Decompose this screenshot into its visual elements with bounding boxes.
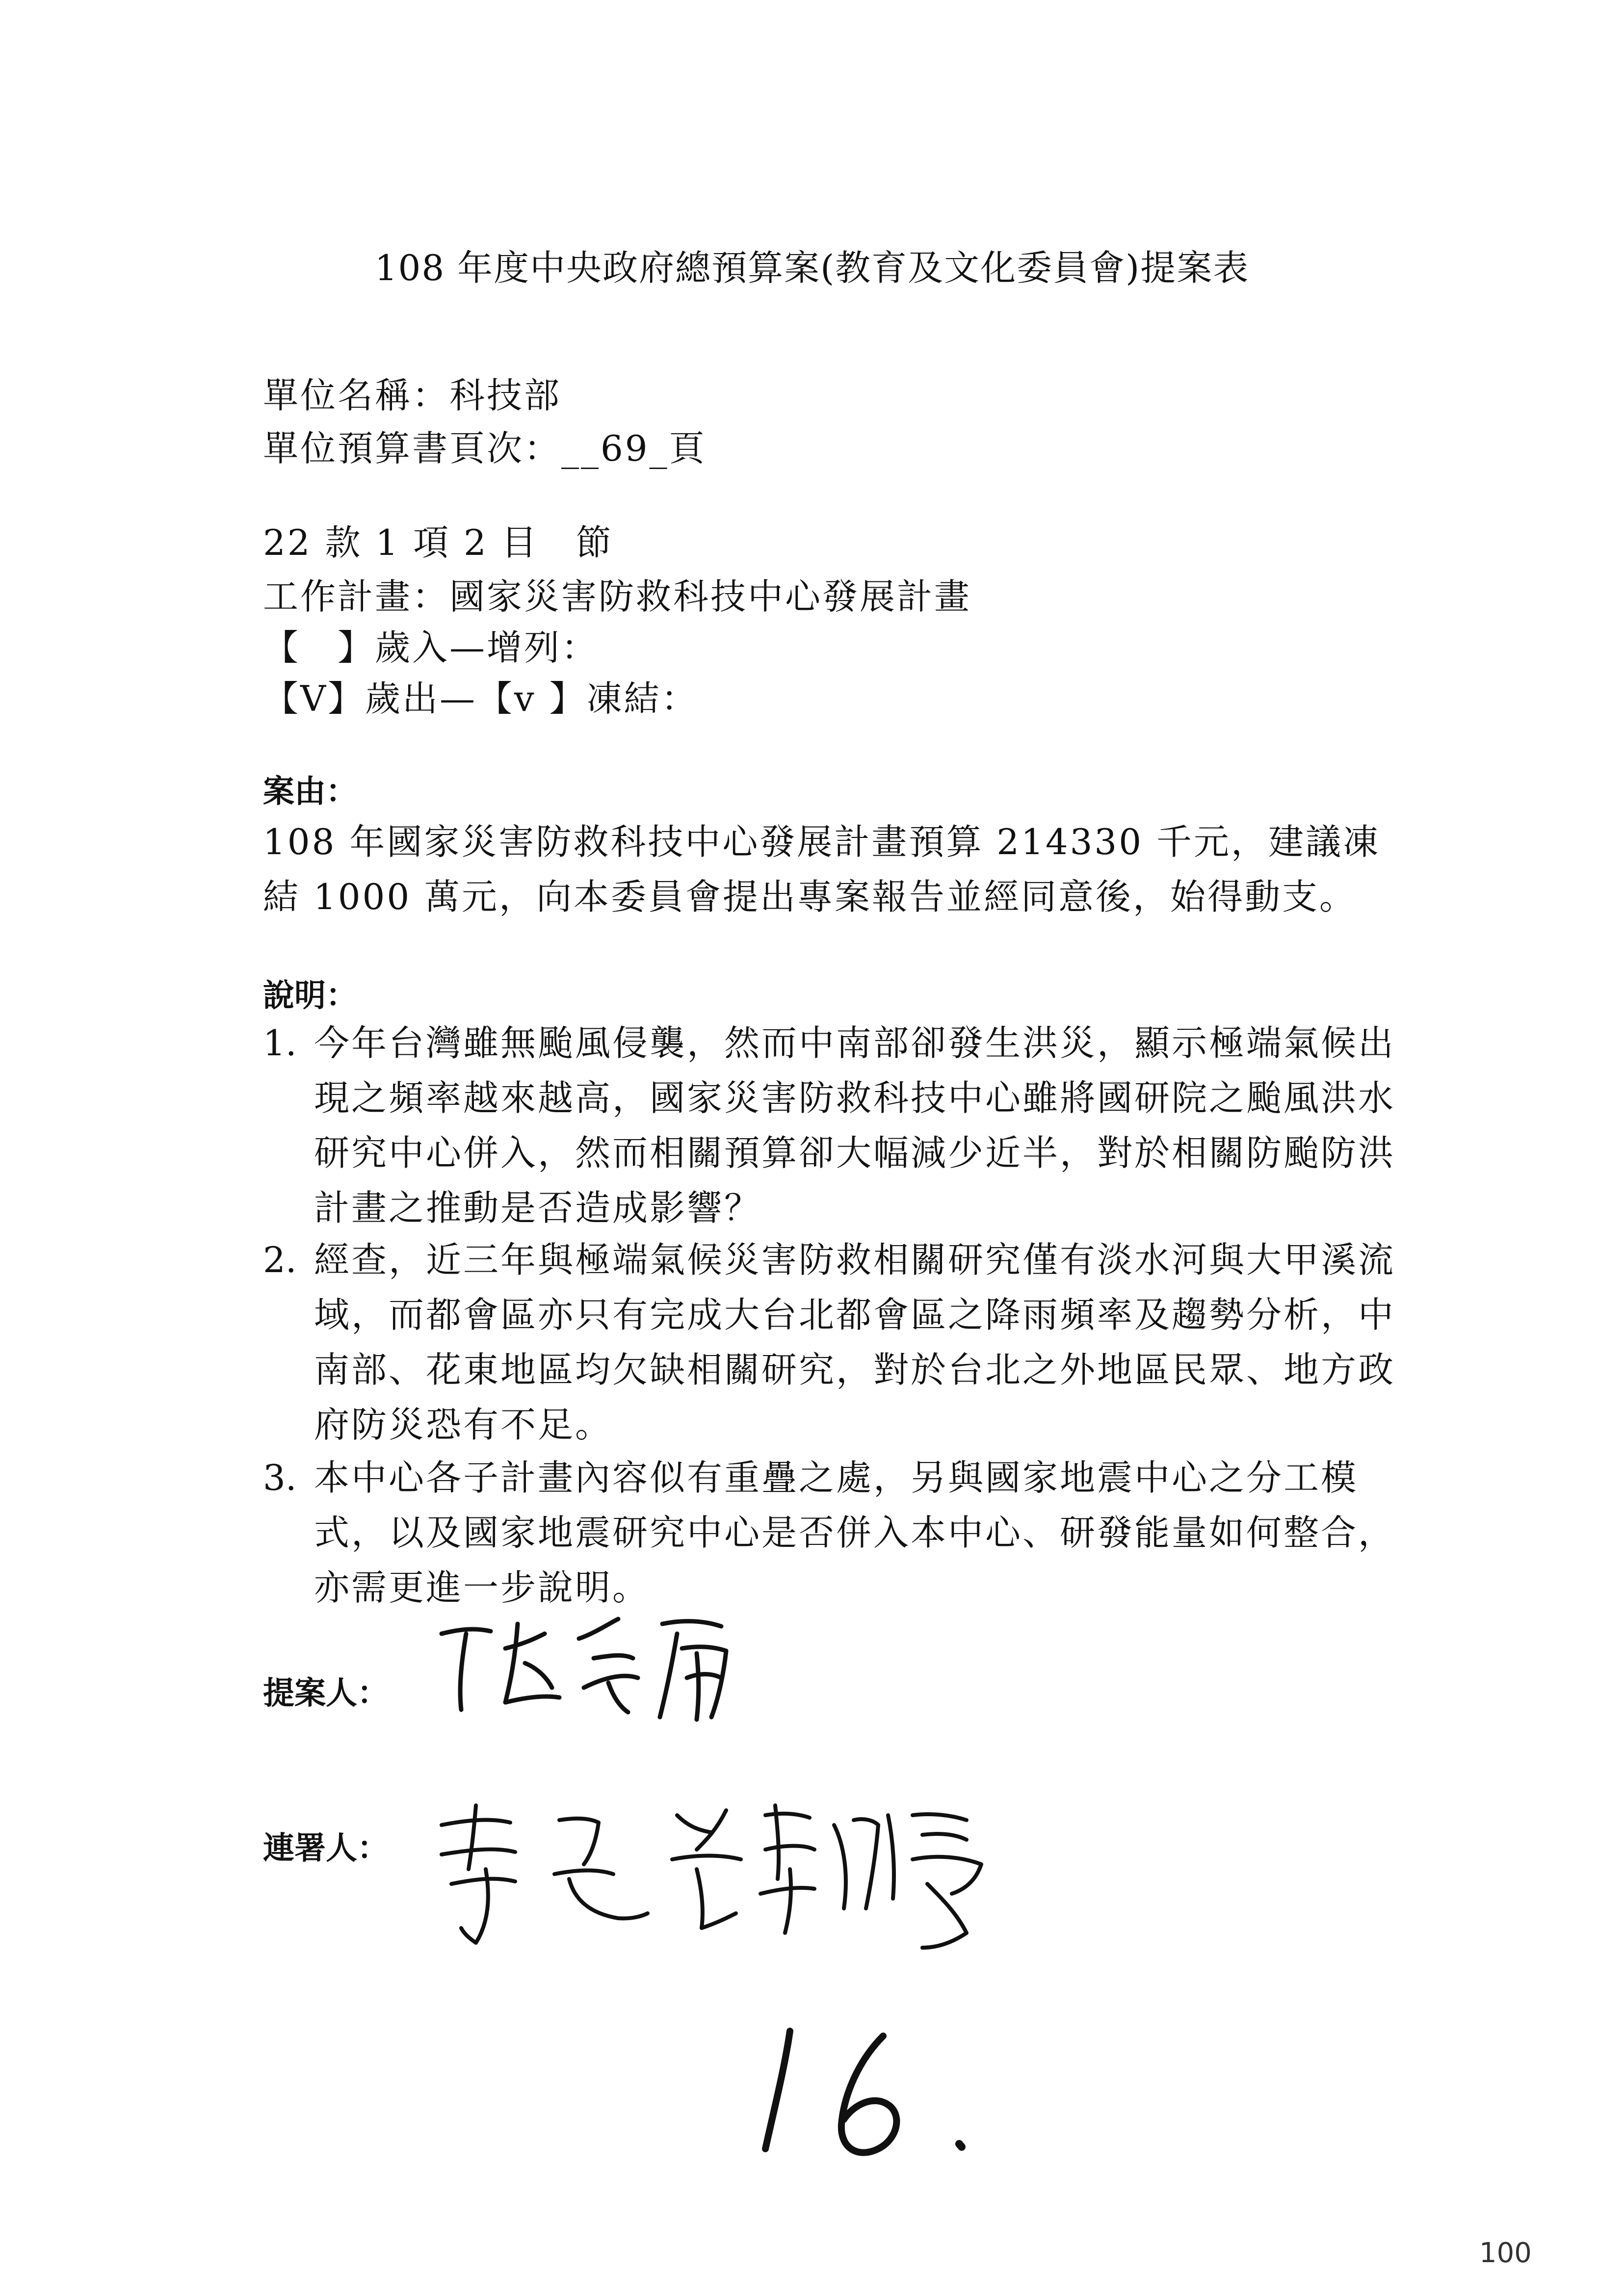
cosigner-signatures xyxy=(422,1796,1030,1953)
explanation-heading: 說明： xyxy=(263,978,357,1014)
cosigner-label: 連署人： xyxy=(263,1830,389,1867)
list-item-number: 1. xyxy=(263,1022,297,1064)
reason-text: 108 年國家災害防救科技中心發展計畫預算 214330 千元，建議凍結 1000 萬元，向本委員會提出專案報告並經同意後，始得動支。 xyxy=(263,821,1380,917)
handwritten-number xyxy=(736,2021,1011,2168)
reason-heading: 案由： xyxy=(263,774,357,810)
list-item-number: 3. xyxy=(263,1457,297,1498)
work-plan: 工作計畫：國家災害防救科技中心發展計畫 xyxy=(263,576,972,617)
list-item-number: 2. xyxy=(263,1239,297,1280)
form-title: 108 年度中央政府總預算案(教育及文化委員會)提案表 xyxy=(374,247,1250,288)
budget-section: 22 款 1 項 2 目 節 xyxy=(263,522,613,563)
list-item-text: 經查，近三年與極端氣候災害防救相關研究僅有淡水河與大甲溪流域，而都會區亦只有完成大台北都會區之降雨頻率及趨勢分析，中南部、花東地區均欠缺相關研究，對於台北之外地區民眾、地方政府防災恐有不足。 xyxy=(314,1239,1396,1445)
revenue-line: 【 】歲入—增列： xyxy=(263,627,599,668)
list-item-text: 本中心各子計畫內容似有重疊之處，另與國家地震中心之分工模式，以及國家地震研究中心是否併入本中心、研發能量如何整合，亦需更進一步說明。 xyxy=(314,1457,1396,1608)
expense-line: 【V】歲出—【v 】凍結： xyxy=(263,678,699,719)
list-item-text: 今年台灣雖無颱風侵襲，然而中南部卻發生洪災，顯示極端氣候出現之頻率越來越高，國家災害防救科技中心雖將國研院之颱風洪水研究中心併入，然而相關預算卻大幅減少近半，對於相關防颱防洪計畫之推動是否造成影響？ xyxy=(314,1022,1396,1228)
budget-page-ref: 單位預算書頁次：__69_頁 xyxy=(263,428,707,469)
unit-name: 單位名稱：科技部 xyxy=(263,375,562,416)
proposer-label: 提案人： xyxy=(263,1675,389,1712)
proposer-signature xyxy=(432,1604,746,1732)
page-number: 100 xyxy=(1479,2237,1532,2269)
